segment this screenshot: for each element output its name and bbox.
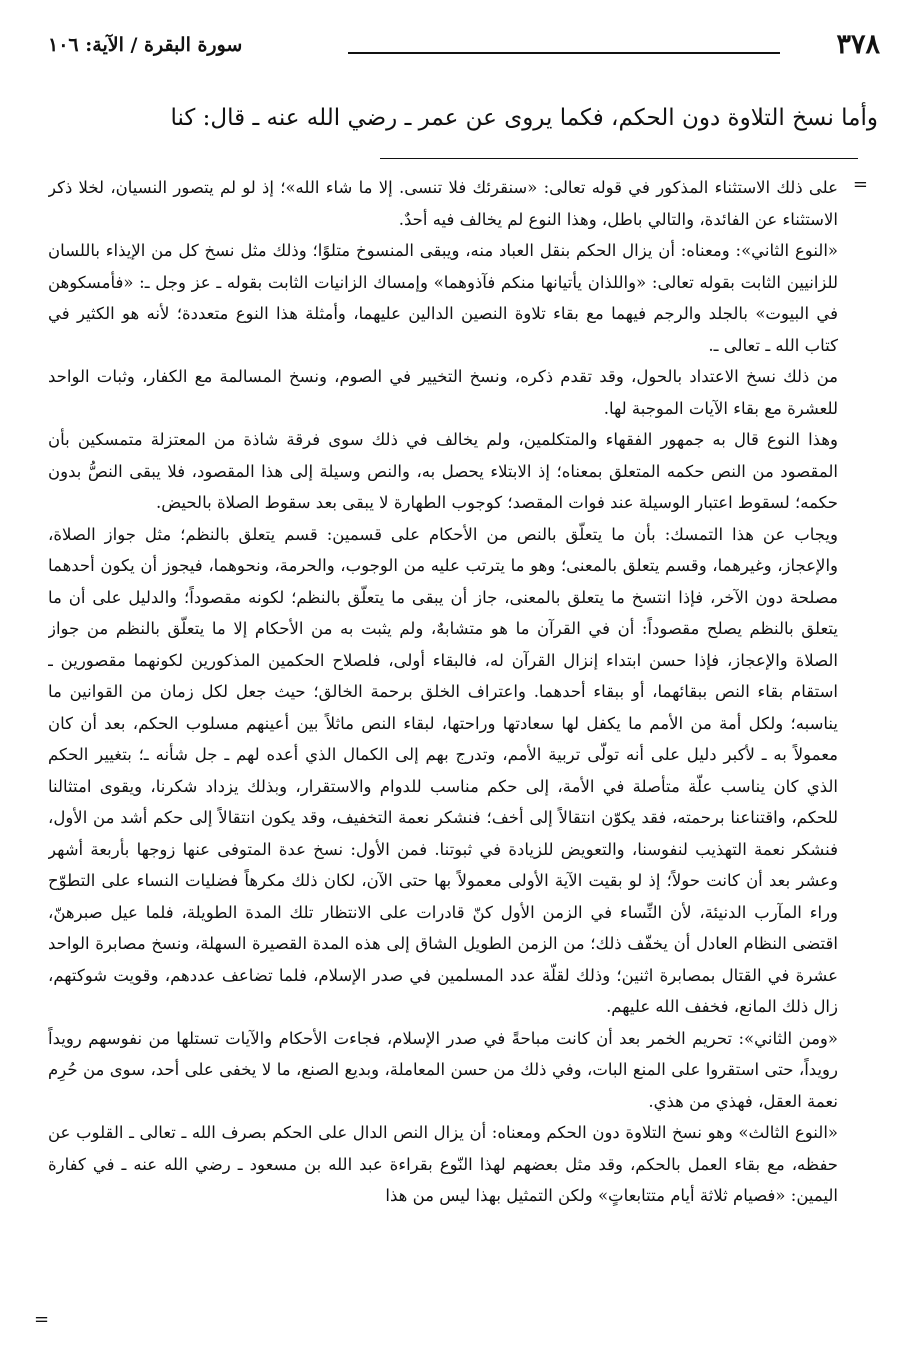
footnote-end-mark: = — [34, 1309, 50, 1330]
footnote-paragraph: من ذلك نسخ الاعتداد بالحول، وقد تقدم ذكره، ونسخ التخيير في الصوم، ونسخ المسالمة مع الكفار، وثبات الواحد للعشرة مع بقاء الآيات الموجبة لها. — [48, 367, 838, 418]
footnote-separator — [380, 158, 858, 159]
footnote-paragraph: «ومن الثاني»: تحريم الخمر بعد أن كانت مباحةً في صدر الإسلام، فجاءت الأحكام والآيات تستلها من نفوسهم رويداً رويداً، حتى استقروا على المنع البات، وفي ذلك من حسن المعاملة، وبديع الصنع، ما لا يخفى على أحد، سوى من حُرِم نعمة العقل، فهذي من هذي. — [48, 1028, 838, 1111]
footnote-paragraph: على ذلك الاستثناء المذكور في قوله تعالى: «سنقرئك فلا تنسى. إلا ما شاء الله»؛ إذ لو لم يتصور النسيان، لخلا ذكر الاستثناء عن الفائدة، والتالي باطل، وهذا النوع لم يخالف فيه أحدٌ. — [48, 178, 838, 229]
page-header — [48, 28, 880, 62]
main-text: وأما نسخ التلاوة دون الحكم، فكما يروى عن عمر ـ رضي الله عنه ـ قال: كنا — [170, 105, 878, 131]
page-number: ٣٧٨ — [836, 29, 880, 60]
header-rule — [348, 52, 780, 54]
footnote-paragraph: «النوع الثالث» وهو نسخ التلاوة دون الحكم ومعناه: أن يزال النص الدال على الحكم بصرف الله ـ تعالى ـ القلوب عن حفظه، مع بقاء العمل بالحكم، وقد مثل بعضهم لهذا النّوع بقراءة عبد الله بن مسعود ـ رضي الله عنه ـ في كفارة اليمين: «فصيام ثلاثة أيام متتابعاتٍ» ولكن التمثيل بهذا ليس من هذا — [48, 1123, 838, 1205]
footnote-paragraph: «النوع الثاني»: ومعناه: أن يزال الحكم بنقل العباد منه، ويبقى المنسوخ متلوًا؛ وذلك مثل نسخ كل من الإيذاء باللسان للزانيين الثابت بقوله تعالى: «واللذان يأتيانها منكم فآذوهما» وإمساك الزانيات الثابت بقوله ـ عز وجل ـ: «فأمسكوهن في البيوت» بالجلد والرجم فيهما مع بقاء تلاوة النصين الدالين عليهما، وأمثلة هذا النوع متعددة؛ لأنه هو الكثير في كتاب الله ـ تعالى ـ. — [48, 241, 838, 355]
running-title: سورة البقرة / الآية: ١٠٦ — [48, 34, 243, 56]
footnote-paragraph: وهذا النوع قال به جمهور الفقهاء والمتكلمين، ولم يخالف في ذلك سوى فرقة شاذة من المعتزلة متمسكين بأن المقصود من النص حكمه المتعلق بمعناه؛ إذ الابتلاء يحصل به، والنص وسيلة إلى هذا المقصود، فلا يبقى النصُّ بدون حكمه؛ لسقوط اعتبار الوسيلة عند فوات المقصد؛ كوجوب الطهارة لا يبقى بعد سقوط الصلاة بالحيض. — [48, 430, 838, 512]
footnote-body — [48, 172, 838, 1353]
footnote-continuation-mark: = — [852, 174, 868, 195]
footnote-paragraph: ويجاب عن هذا التمسك: بأن ما يتعلّق بالنص من الأحكام على قسمين: قسم يتعلق بالنظم؛ مثل جواز الصلاة، والإعجاز، وغيرهما، وقسم يتعلق بالمعنى؛ وهو ما يترتب عليه من الوجوب، والحرمة، ونحوهما، فيجوز أن يكون أحدهما مصلحة دون الآخر، فإذا انتسخ ما يتعلق بالمعنى، جاز أن يبقى ما يتعلّق بالنظم؛ لكونه مقصوداً؛ والدليل على أن ما يتعلق بالنظم يصلح مقصوداً: أن في القرآن ما هو متشابهٌ، ولم يثبت به من الأحكام إلا ما يتعلّق بالنظم من جواز الصلاة والإعجاز، فإذا حسن ابتداء إنزال القرآن له، فالبقاء أولى، فلصلاح الحكمين المذكورين لكونهما مقصورين ـ استقام بقاء النص ببقائهما، أو ببقاء أحدهما. واعتراف الخلق برحمة الخالق؛ حيث جعل لكل زمان من القوانين ما يناسبه؛ ولكل أمة من الأمم ما يكفل لها سعادتها وراحتها، لبقاء النص ماثلاً بين أعينهم مسلوب الحكم، بعد أن كان معمولاً به ـ لأكبر دليل على أنه تولّى تربية الأمم، وتدرج بهم إلى الكمال الذي أعده لهم ـ جل شأنه ـ؛ بتغيير الحكم الذي كان يناسب علّة متأصلة في الأمة، إلى حكم مناسب للدوام والاستقرار، وبذلك يزداد شكرنا، ويقوى امتثالنا للحكم، واقتناعنا برحمته، فقد يكوّن انتقالاً إلى أخف؛ فنشكر نعمة التخفيف، وقد يكون انتقالاً إلى حكم أشد من الأول، فنشكر نعمة التهذيب لنفوسنا، والتعويض للزيادة في ثبوتنا. فمن الأول: نسخ عدة المتوفى عنها زوجها بأربعة أشهر وعشر بعد أن كانت حولاً؛ إذ لو بقيت الآية الأولى معمولاً بها حتى الآن، لكان ذلك مكرهاً فضليات النساء على التطوّح وراء المآرب الدنيئة، لأن النِّساء في الزمن الأول كنّ قادرات على الانتظار تلك المدة الطويلة، فلما عيل صبرهنّ، اقتضى النظام العادل أن يخفّف ذلك؛ من الزمن الطويل الشاق إلى هذه المدة القصيرة السهلة، ونسخ مصابرة الواحد عشرة في القتال بمصابرة اثنين؛ وذلك لقلّة عدد المسلمين في صدر الإسلام، فلما تضاعف عددهم، وقويت شوكتهم، زال ذلك المانع، فخفف الله عليهم. — [48, 524, 838, 1016]
